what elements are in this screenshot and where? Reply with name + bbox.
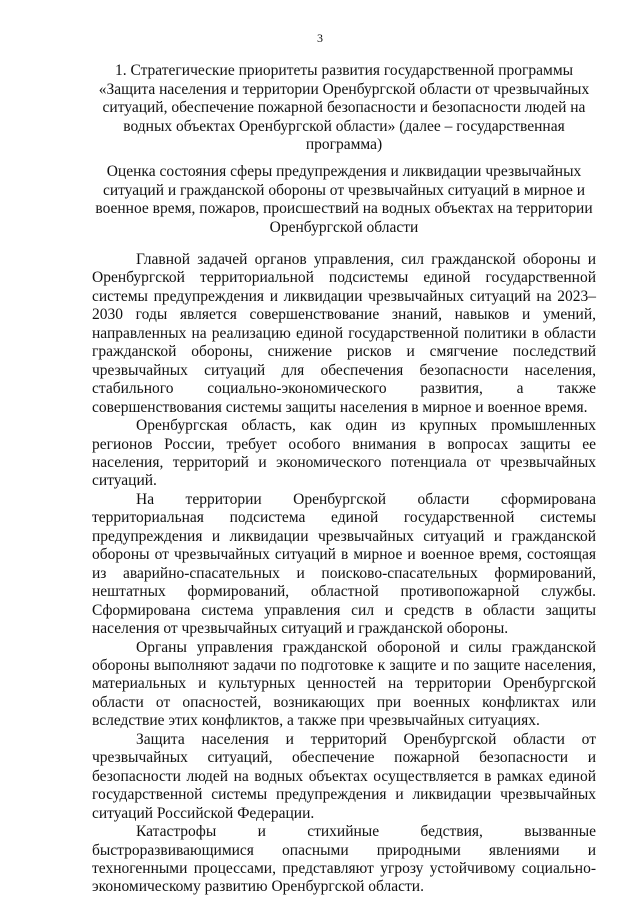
body-text <box>92 251 596 897</box>
page-number: 3 <box>317 31 323 45</box>
paragraph: Главной задачей органов управления, сил гражданской обороны и Оренбургской территориальной подсистемы единой государственной системы предупреждения и ликвидации чрезвычайных ситуаций на 2023–2030 годы является совершенствование знаний, навыков и умений, направленных на реализацию единой государственной политики в области гражданской обороны, снижение рисков и смягчение последствий чрезвычайных ситуаций для обеспечения безопасности населения, стабильного социально-экономического развития, а также совершенствования системы защиты населения в мирное и военное время. <box>92 251 596 416</box>
subsection-title: Оценка состояния сферы предупреждения и ликвидации чрезвычайных ситуаций и гражданской обороны от чрезвычайных ситуаций в мирное и военное время, пожаров, происшествий на водных объектах на территории Оренбургской области <box>95 163 593 236</box>
paragraph: На территории Оренбургской области сформирована территориальная подсистема единой государственной системы предупреждения и ликвидации чрезвычайных ситуаций и гражданской обороны от чрезвычайных ситуаций в мирное и военное время, состоящая из аварийно-спасательных и поисково-спасательных формирований, нештатных формирований, областной противопожарной службы. Сформирована система управления сил и средств в области защиты населения от чрезвычайных ситуаций и гражданской обороны. <box>92 490 596 638</box>
section-title: 1. Стратегические приоритеты развития государственной программы «Защита населения и территории Оренбургской области от чрезвычайных ситуаций, обеспечение пожарной безопасности и безопасности людей на водных объектах Оренбургской области» (далее – государственная программа) <box>98 62 590 154</box>
paragraph: Катастрофы и стихийные бедствия, вызванные быстроразвивающимися опасными природными явлениями и техногенными процессами, представляют угрозу устойчивому социально-экономическому развитию Оренбургской области. <box>92 823 596 896</box>
paragraph: Защита населения и территорий Оренбургской области от чрезвычайных ситуаций, обеспечение пожарной безопасности и безопасности людей на водных объектах осуществляется в рамках единой государственной системы предупреждения и ликвидации чрезвычайных ситуаций Российской Федерации. <box>92 730 596 822</box>
paragraph: Органы управления гражданской обороной и силы гражданской обороны выполняют задачи по подготовке к защите и по защите населения, материальных и культурных ценностей на территории Оренбургской области от опасностей, возникающих при военных конфликтах или вследствие этих конфликтов, а также при чрезвычайных ситуациях. <box>92 638 596 730</box>
paragraph: Оренбургская область, как один из крупных промышленных регионов России, требует особого внимания в вопросах защиты ее населения, территорий и экономического потенциала от чрезвычайных ситуаций. <box>92 417 596 490</box>
